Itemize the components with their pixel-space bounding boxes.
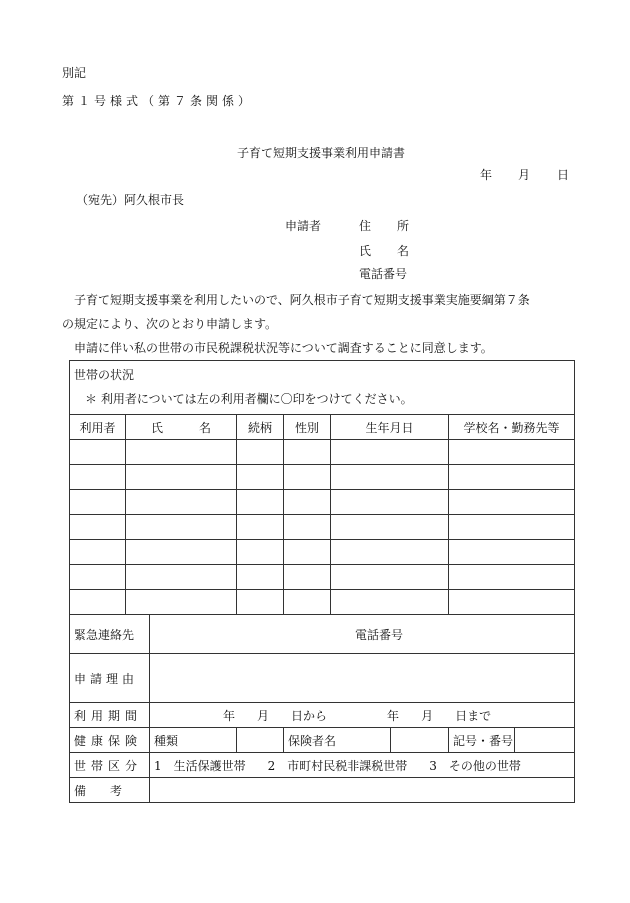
appendix-label: 別記 <box>62 66 87 80</box>
household-class-label: 世帯区分 <box>70 753 150 778</box>
school-work-cell[interactable] <box>449 565 575 590</box>
column-header: 氏 名 <box>126 415 237 440</box>
relation-cell[interactable] <box>237 540 284 565</box>
remarks-row <box>70 778 575 803</box>
member-row[interactable] <box>70 565 575 590</box>
household-class-option-1[interactable]: 1 生活保護世帯 <box>154 758 246 773</box>
member-name-cell[interactable] <box>126 465 237 490</box>
date-year-label: 年 <box>480 168 493 182</box>
member-name-cell[interactable] <box>126 515 237 540</box>
insurance-type-input[interactable] <box>237 728 284 753</box>
addressee: （宛先）阿久根市長 <box>76 193 185 207</box>
member-row[interactable] <box>70 465 575 490</box>
user-mark-cell[interactable] <box>70 490 126 515</box>
member-row[interactable] <box>70 490 575 515</box>
remarks-input-cell[interactable] <box>150 778 575 803</box>
page-title: 子育て短期支援事業利用申請書 <box>237 146 406 160</box>
emergency-contact-label: 緊急連絡先 <box>70 615 150 654</box>
member-table-header <box>70 415 575 440</box>
consent-statement: 申請に伴い私の世帯の市民税課税状況等について調査することに同意します。 <box>74 341 493 355</box>
period-from-year: 年 <box>223 708 236 723</box>
household-note: ＊ 利用者については左の利用者欄に〇印をつけてください。 <box>85 392 413 406</box>
gender-cell[interactable] <box>284 465 331 490</box>
date-month-label: 月 <box>518 168 531 182</box>
emergency-phone-label: 電話番号 <box>355 627 404 642</box>
relation-cell[interactable] <box>237 490 284 515</box>
birthdate-cell[interactable] <box>331 590 449 615</box>
gender-cell[interactable] <box>284 565 331 590</box>
birthdate-cell[interactable] <box>331 465 449 490</box>
relation-cell[interactable] <box>237 565 284 590</box>
period-to-day: 日まで <box>455 708 492 723</box>
user-mark-cell[interactable] <box>70 565 126 590</box>
birthdate-cell[interactable] <box>331 565 449 590</box>
user-mark-cell[interactable] <box>70 440 126 465</box>
school-work-cell[interactable] <box>449 490 575 515</box>
member-name-cell[interactable] <box>126 440 237 465</box>
household-section-header <box>70 361 575 415</box>
applicant-label: 申請者 <box>285 219 322 233</box>
insurance-symbol-input[interactable] <box>515 728 575 753</box>
period-label: 利用期間 <box>70 703 150 728</box>
reason-label: 申請理由 <box>70 654 150 703</box>
period-row <box>70 703 575 728</box>
column-header: 生年月日 <box>331 415 449 440</box>
phone-label: 電話番号 <box>359 267 408 281</box>
period-from-day: 日から <box>291 708 328 723</box>
member-name-cell[interactable] <box>126 565 237 590</box>
period-to-year: 年 <box>387 708 400 723</box>
birthdate-cell[interactable] <box>331 540 449 565</box>
member-row[interactable] <box>70 590 575 615</box>
insurance-label: 健康保険 <box>70 728 150 753</box>
column-header: 続柄 <box>237 415 284 440</box>
user-mark-cell[interactable] <box>70 540 126 565</box>
school-work-cell[interactable] <box>449 540 575 565</box>
form-number: 第１号様式（第７条関係） <box>62 94 255 108</box>
name-label: 氏 名 <box>359 244 417 258</box>
body-paragraph-line2: の規定により、次のとおり申請します。 <box>62 317 278 331</box>
gender-cell[interactable] <box>284 590 331 615</box>
period-to-month: 月 <box>421 708 434 723</box>
body-paragraph-line1: 子育て短期支援事業を利用したいので、阿久根市子育て短期支援事業実施要綱第７条 <box>74 293 530 307</box>
member-row[interactable] <box>70 440 575 465</box>
application-table <box>69 360 575 803</box>
household-class-option-2[interactable]: 2 市町村民税非課税世帯 <box>267 758 408 773</box>
member-row[interactable] <box>70 515 575 540</box>
column-header: 性別 <box>284 415 331 440</box>
member-row[interactable] <box>70 540 575 565</box>
insurance-row <box>70 728 575 753</box>
school-work-cell[interactable] <box>449 515 575 540</box>
emergency-phone-cell[interactable] <box>150 615 575 654</box>
school-work-cell[interactable] <box>449 590 575 615</box>
member-name-cell[interactable] <box>126 590 237 615</box>
emergency-contact-row <box>70 615 575 654</box>
reason-row <box>70 654 575 703</box>
relation-cell[interactable] <box>237 515 284 540</box>
address-label: 住 所 <box>359 219 417 233</box>
insurer-name-label: 保険者名 <box>284 728 391 753</box>
remarks-label: 備 考 <box>70 778 150 803</box>
household-title: 世帯の状況 <box>74 368 135 382</box>
gender-cell[interactable] <box>284 490 331 515</box>
member-name-cell[interactable] <box>126 490 237 515</box>
user-mark-cell[interactable] <box>70 590 126 615</box>
column-header: 学校名・勤務先等 <box>449 415 575 440</box>
household-class-row <box>70 753 575 778</box>
relation-cell[interactable] <box>237 440 284 465</box>
school-work-cell[interactable] <box>449 465 575 490</box>
relation-cell[interactable] <box>237 465 284 490</box>
period-from-month: 月 <box>257 708 270 723</box>
reason-input-cell[interactable] <box>150 654 575 703</box>
user-mark-cell[interactable] <box>70 515 126 540</box>
user-mark-cell[interactable] <box>70 465 126 490</box>
household-class-option-3[interactable]: 3 その他の世帯 <box>429 758 521 773</box>
gender-cell[interactable] <box>284 515 331 540</box>
birthdate-cell[interactable] <box>331 440 449 465</box>
insurance-type-label: 種類 <box>150 728 237 753</box>
household-class-options <box>150 753 575 778</box>
period-input-cell[interactable] <box>150 703 575 728</box>
column-header: 利用者 <box>70 415 126 440</box>
date-day-label: 日 <box>557 168 570 182</box>
relation-cell[interactable] <box>237 590 284 615</box>
gender-cell[interactable] <box>284 440 331 465</box>
insurer-name-input[interactable] <box>391 728 449 753</box>
school-work-cell[interactable] <box>449 440 575 465</box>
birthdate-cell[interactable] <box>331 490 449 515</box>
insurance-symbol-label: 記号・番号 <box>449 728 515 753</box>
gender-cell[interactable] <box>284 540 331 565</box>
birthdate-cell[interactable] <box>331 515 449 540</box>
member-name-cell[interactable] <box>126 540 237 565</box>
